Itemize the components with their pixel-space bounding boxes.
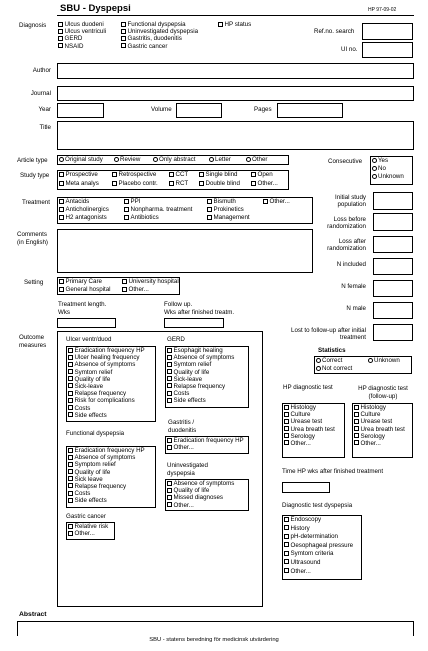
dyspepsia-test-option[interactable]: History bbox=[284, 526, 353, 535]
author-field[interactable] bbox=[57, 63, 414, 79]
treatment-col1 bbox=[59, 199, 109, 223]
consecutive-label: Consecutive bbox=[328, 158, 363, 165]
gerd-option[interactable]: Side effects bbox=[167, 398, 234, 405]
diagnosis-option[interactable]: Ulcus duodeni bbox=[58, 22, 106, 29]
n-male-label: N male bbox=[346, 305, 366, 312]
gastric-option[interactable]: Relative risk bbox=[68, 524, 108, 531]
functional-option[interactable]: Sick leave bbox=[68, 477, 145, 484]
treatment-option[interactable]: Management bbox=[207, 215, 250, 223]
hp-status-checkbox[interactable]: HP status bbox=[218, 22, 251, 28]
n-included-field[interactable] bbox=[373, 258, 413, 275]
study-type-option[interactable]: CCT bbox=[169, 172, 188, 178]
study-type-option[interactable]: Single blind bbox=[199, 172, 238, 178]
checkbox-icon bbox=[68, 391, 73, 396]
uino-field[interactable] bbox=[362, 42, 413, 58]
gerd-option[interactable]: Symtom relief bbox=[167, 362, 234, 369]
checkbox-icon bbox=[284, 525, 289, 530]
dyspepsia-test-option[interactable]: Oesophageal pressure bbox=[284, 543, 353, 552]
checkbox-icon bbox=[68, 383, 73, 388]
setting-col1 bbox=[59, 279, 111, 295]
checkbox-icon bbox=[354, 412, 359, 417]
hp-test-option[interactable]: Other... bbox=[284, 441, 335, 448]
diagnosis-option[interactable]: NSAID bbox=[58, 44, 106, 51]
checkbox-icon bbox=[58, 43, 63, 48]
year-label: Year bbox=[38, 106, 51, 113]
treatment-option[interactable]: Bismuth bbox=[207, 199, 250, 207]
comments-label: Comments (in English) bbox=[17, 231, 48, 246]
title-field[interactable] bbox=[57, 121, 414, 150]
gerd-option[interactable]: Quality of life bbox=[167, 370, 234, 377]
treatment-option[interactable]: Antibiotics bbox=[124, 215, 192, 223]
radio-icon bbox=[368, 358, 373, 363]
treatment-option[interactable]: Nonpharma. treatment bbox=[124, 207, 192, 215]
uninvestigated-title: Uninvestigated dyspepsia bbox=[167, 462, 208, 477]
treatment-option[interactable]: PPI bbox=[124, 199, 192, 207]
consecutive-no[interactable]: No bbox=[372, 166, 404, 174]
study-type-option[interactable]: Retrospective bbox=[112, 172, 156, 178]
functional-option[interactable]: Side effects bbox=[68, 498, 145, 505]
statistics-correct[interactable]: Correct bbox=[316, 358, 342, 364]
volume-field[interactable] bbox=[176, 103, 222, 118]
dyspepsia-test-option[interactable]: Endoscopy bbox=[284, 517, 353, 526]
functional-option[interactable]: Costs bbox=[68, 491, 145, 498]
gastritis-items bbox=[167, 438, 244, 452]
lost-followup-label: Lost to follow-up after initial treatment bbox=[291, 327, 366, 342]
abstract-right-rule bbox=[413, 621, 414, 636]
setting-option[interactable]: Other... bbox=[122, 287, 179, 295]
checkbox-icon bbox=[284, 542, 289, 547]
checkbox-icon bbox=[167, 376, 172, 381]
n-female-field[interactable] bbox=[373, 280, 413, 297]
header-rule bbox=[57, 15, 414, 16]
checkbox-icon bbox=[59, 207, 64, 212]
checkbox-icon bbox=[121, 36, 126, 41]
checkbox-icon bbox=[284, 559, 289, 564]
checkbox-icon bbox=[59, 199, 64, 204]
checkbox-icon bbox=[284, 517, 289, 522]
article-type-review[interactable]: Review bbox=[114, 157, 140, 163]
checkbox-icon bbox=[284, 405, 289, 410]
treatment-length-label: Treatment length. Wks bbox=[58, 301, 107, 316]
pages-field[interactable] bbox=[277, 103, 343, 118]
setting-col2 bbox=[122, 279, 179, 295]
ulcer-option[interactable]: Eradication frequency HP bbox=[68, 348, 145, 355]
study-type-option[interactable]: Open bbox=[251, 172, 273, 178]
lost-followup-field[interactable] bbox=[373, 324, 413, 341]
study-type-option[interactable]: Prospective bbox=[59, 172, 98, 178]
setting-option[interactable]: University hospital bbox=[122, 279, 179, 287]
study-type-option[interactable]: Other... bbox=[251, 181, 278, 187]
dyspepsia-test-items bbox=[284, 517, 353, 577]
statistics-unknown[interactable]: Unknown bbox=[368, 358, 400, 364]
gastritis-title: Gastritis / duodenitis bbox=[168, 419, 197, 434]
checkbox-icon bbox=[354, 440, 359, 445]
checkbox-icon bbox=[121, 43, 126, 48]
checkbox-icon bbox=[68, 531, 73, 536]
checkbox-icon bbox=[68, 524, 73, 529]
abstract-label: Abstract bbox=[19, 611, 47, 618]
loss-after-label: Loss after randomization bbox=[327, 238, 366, 253]
treatment-col3 bbox=[207, 199, 250, 223]
dyspepsia-test-option[interactable]: Other... bbox=[284, 569, 353, 578]
checkbox-icon bbox=[167, 481, 172, 486]
radio-icon bbox=[114, 157, 119, 162]
checkbox-icon bbox=[124, 207, 129, 212]
gastric-items bbox=[68, 524, 108, 538]
checkbox-icon bbox=[121, 29, 126, 34]
checkbox-icon bbox=[167, 355, 172, 360]
article-type-abstract[interactable]: Only abstract bbox=[153, 157, 195, 163]
checkbox-icon bbox=[121, 22, 126, 27]
checkbox-icon bbox=[68, 462, 73, 467]
volume-label: Volume bbox=[151, 106, 172, 113]
consecutive-yes[interactable]: Yes bbox=[372, 158, 404, 166]
checkbox-icon bbox=[58, 36, 63, 41]
n-included-label: N included bbox=[336, 261, 366, 268]
checkbox-icon bbox=[167, 383, 172, 388]
checkbox-icon bbox=[124, 199, 129, 204]
diagnosis-option[interactable]: Uninvestigated dyspepsia bbox=[121, 29, 198, 36]
ulcer-option[interactable]: Side effects bbox=[68, 413, 145, 420]
gastritis-option[interactable]: Other... bbox=[167, 445, 244, 452]
loss-before-field[interactable] bbox=[373, 213, 413, 231]
treatment-option[interactable]: Anticholinergics bbox=[59, 207, 109, 215]
diagnosis-col1 bbox=[58, 22, 106, 51]
checkbox-icon bbox=[68, 483, 73, 488]
radio-icon bbox=[316, 358, 321, 363]
diagnosis-option[interactable]: Gastric cancer bbox=[121, 44, 198, 51]
radio-icon bbox=[372, 166, 377, 171]
checkbox-icon bbox=[167, 369, 172, 374]
radio-icon bbox=[246, 157, 251, 162]
hp-test-title: HP diagnostic test bbox=[283, 384, 333, 391]
ulcer-title: Ulcer ventr/duod bbox=[66, 336, 112, 343]
consecutive-options bbox=[372, 158, 404, 182]
treatment-col2 bbox=[124, 199, 192, 223]
hp-test-fu-option[interactable]: Other... bbox=[354, 441, 405, 448]
checkbox-icon bbox=[122, 287, 127, 292]
study-type-label: Study type bbox=[20, 172, 50, 179]
article-type-original[interactable]: Original study bbox=[59, 157, 103, 163]
checkbox-icon bbox=[284, 412, 289, 417]
hp-test-items bbox=[284, 405, 335, 448]
functional-option[interactable]: Quality of life bbox=[68, 470, 145, 477]
statistics-label: Statistics bbox=[318, 347, 346, 354]
uino-label: UI no. bbox=[341, 46, 358, 53]
treatment-length-field[interactable] bbox=[57, 318, 116, 328]
uninvestigated-items bbox=[167, 481, 234, 510]
treatment-other[interactable]: Other... bbox=[263, 199, 290, 205]
checkbox-icon bbox=[251, 172, 256, 177]
hp-test-fu-option[interactable]: Histology bbox=[354, 405, 405, 412]
year-field[interactable] bbox=[57, 103, 104, 118]
hp-test-fu-option[interactable]: Urease test bbox=[354, 419, 405, 426]
checkbox-icon bbox=[284, 568, 289, 573]
uninvestigated-option[interactable]: Missed diagnoses bbox=[167, 495, 234, 502]
checkbox-icon bbox=[122, 279, 127, 284]
hp-test-option[interactable]: Histology bbox=[284, 405, 335, 412]
uninvestigated-option[interactable]: Absence of symptoms bbox=[167, 481, 234, 488]
checkbox-icon bbox=[68, 398, 73, 403]
gerd-option[interactable]: Absence of symptoms bbox=[167, 355, 234, 362]
checkbox-icon bbox=[207, 215, 212, 220]
author-label: Author bbox=[32, 67, 51, 74]
checkbox-icon bbox=[354, 433, 359, 438]
dyspepsia-test-option[interactable]: pH-determination bbox=[284, 534, 353, 543]
gerd-items bbox=[167, 348, 234, 406]
study-type-option[interactable]: RCT bbox=[169, 181, 188, 187]
article-type-letter[interactable]: Letter bbox=[209, 157, 231, 163]
functional-title: Functional dyspepsia bbox=[66, 430, 125, 437]
hp-test-fu-items bbox=[354, 405, 405, 448]
checkbox-icon bbox=[167, 348, 172, 353]
diagnosis-option[interactable]: GERD bbox=[58, 36, 106, 43]
checkbox-icon bbox=[169, 181, 174, 186]
initial-population-label: Initial study population bbox=[335, 194, 366, 209]
footer-text: SBU - statens beredning för medicinsk utvärdering bbox=[149, 637, 279, 643]
hp-test-fu-option[interactable]: Urea breath test bbox=[354, 427, 405, 434]
checkbox-icon bbox=[263, 199, 268, 204]
ulcer-option[interactable]: Sick-leave bbox=[68, 384, 145, 391]
pages-label: Pages bbox=[254, 106, 272, 113]
diagnosis-col2 bbox=[121, 22, 198, 51]
gerd-title: GERD bbox=[167, 336, 185, 343]
checkbox-icon bbox=[167, 398, 172, 403]
checkbox-icon bbox=[284, 433, 289, 438]
diagnosis-label: Diagnosis bbox=[19, 22, 47, 29]
radio-icon bbox=[209, 157, 214, 162]
consecutive-unknown[interactable]: Unknown bbox=[372, 174, 404, 182]
time-hp-label: Time HP wks after finished treatment bbox=[282, 468, 384, 475]
hp-test-fu-option[interactable]: Serology bbox=[354, 434, 405, 441]
diagnosis-option[interactable]: Functional dyspepsia bbox=[121, 22, 198, 29]
checkbox-icon bbox=[284, 426, 289, 431]
checkbox-icon bbox=[68, 469, 73, 474]
checkbox-icon bbox=[167, 362, 172, 367]
radio-icon bbox=[153, 157, 158, 162]
checkbox-icon bbox=[68, 455, 73, 460]
checkbox-icon bbox=[167, 445, 172, 450]
checkbox-icon bbox=[68, 405, 73, 410]
gastric-title: Gastric cancer bbox=[66, 513, 106, 520]
radio-icon bbox=[372, 174, 377, 179]
gastric-option[interactable]: Other... bbox=[68, 531, 108, 538]
dyspepsia-test-option[interactable]: Ultrasound bbox=[284, 560, 353, 569]
checkbox-icon bbox=[68, 376, 73, 381]
checkbox-icon bbox=[284, 419, 289, 424]
radio-icon bbox=[372, 158, 377, 163]
journal-label: Journal bbox=[30, 90, 51, 97]
abstract-top-rule bbox=[17, 621, 414, 622]
checkbox-icon bbox=[68, 355, 73, 360]
checkbox-icon bbox=[354, 426, 359, 431]
checkbox-icon bbox=[68, 369, 73, 374]
checkbox-icon bbox=[167, 502, 172, 507]
checkbox-icon bbox=[207, 207, 212, 212]
form-code: HP 97-09-02 bbox=[368, 7, 397, 13]
dyspepsia-test-title: Diagnostic test dyspepsia bbox=[282, 502, 353, 509]
checkbox-icon bbox=[59, 215, 64, 220]
treatment-option[interactable]: Antacids bbox=[59, 199, 109, 207]
gastritis-option[interactable]: Eradication frequency HP bbox=[167, 438, 244, 445]
checkbox-icon bbox=[68, 362, 73, 367]
loss-after-field[interactable] bbox=[373, 236, 413, 253]
radio-icon bbox=[316, 366, 321, 371]
checkbox-icon bbox=[68, 498, 73, 503]
checkbox-icon bbox=[284, 551, 289, 556]
gerd-option[interactable]: Costs bbox=[167, 391, 234, 398]
ulcer-option[interactable]: Risk for complications bbox=[68, 398, 145, 405]
followup-field[interactable] bbox=[164, 318, 224, 328]
ulcer-option[interactable]: Ulcer healing frequency bbox=[68, 355, 145, 362]
checkbox-icon bbox=[68, 412, 73, 417]
checkbox-icon bbox=[354, 419, 359, 424]
time-hp-field[interactable] bbox=[282, 482, 330, 493]
study-type-option[interactable]: Double blind bbox=[199, 181, 240, 187]
outcome-label: Outcome measures bbox=[19, 334, 47, 349]
checkbox-icon bbox=[167, 495, 172, 500]
uninvestigated-option[interactable]: Other... bbox=[167, 503, 234, 510]
hp-test-fu-title: HP diagnostic test (follow-up) bbox=[358, 385, 408, 400]
n-male-field[interactable] bbox=[373, 302, 413, 319]
ulcer-option[interactable]: Quality of life bbox=[68, 377, 145, 384]
checkbox-icon bbox=[112, 181, 117, 186]
checkbox-icon bbox=[169, 172, 174, 177]
functional-option[interactable]: Eradication frequency HP bbox=[68, 448, 145, 455]
hp-test-option[interactable]: Serology bbox=[284, 434, 335, 441]
article-type-other[interactable]: Other bbox=[246, 157, 267, 163]
treatment-option[interactable]: Prokinetics bbox=[207, 207, 250, 215]
checkbox-icon bbox=[284, 440, 289, 445]
hp-test-option[interactable]: Urea breath test bbox=[284, 427, 335, 434]
checkbox-icon bbox=[251, 181, 256, 186]
followup-label: Follow up. Wks after finished treatm. bbox=[164, 301, 235, 316]
dyspepsia-test-option[interactable]: Symtom criteria bbox=[284, 551, 353, 560]
study-type-option[interactable]: Meta analys bbox=[59, 181, 99, 187]
checkbox-icon bbox=[124, 215, 129, 220]
checkbox-icon bbox=[167, 438, 172, 443]
hp-test-fu-option[interactable]: Culture bbox=[354, 412, 405, 419]
checkbox-icon bbox=[68, 448, 73, 453]
radio-icon bbox=[59, 157, 64, 162]
initial-population-field[interactable] bbox=[373, 192, 413, 210]
journal-field[interactable] bbox=[57, 86, 414, 101]
checkbox-icon bbox=[354, 405, 359, 410]
hp-test-option[interactable]: Urease test bbox=[284, 419, 335, 426]
setting-label: Setting bbox=[24, 279, 44, 286]
study-type-option[interactable]: Placebo contr. bbox=[112, 181, 158, 187]
diagnosis-option[interactable]: Ulcus ventriculi bbox=[58, 29, 106, 36]
setting-option[interactable]: General hospital bbox=[59, 287, 111, 295]
n-female-label: N female bbox=[341, 283, 366, 290]
statistics-not-correct[interactable]: Not correct bbox=[316, 366, 352, 372]
ulcer-items bbox=[68, 348, 145, 420]
ulcer-option[interactable]: Symtom relief bbox=[68, 370, 145, 377]
refno-label: Ref.no. search bbox=[314, 28, 355, 35]
functional-option[interactable]: Relapse frequency bbox=[68, 484, 145, 491]
checkbox-icon bbox=[59, 172, 64, 177]
gerd-option[interactable]: Esophagit healing bbox=[167, 348, 234, 355]
checkbox-icon bbox=[167, 488, 172, 493]
checkbox-icon bbox=[167, 391, 172, 396]
checkbox-icon bbox=[68, 476, 73, 481]
comments-field[interactable] bbox=[57, 229, 313, 273]
ulcer-option[interactable]: Costs bbox=[68, 406, 145, 413]
checkbox-icon bbox=[284, 534, 289, 539]
checkbox-icon bbox=[59, 279, 64, 284]
functional-option[interactable]: Symptom relief bbox=[68, 462, 145, 469]
checkbox-icon bbox=[68, 348, 73, 353]
setting-option[interactable]: Primary Care bbox=[59, 279, 111, 287]
checkbox-icon bbox=[59, 287, 64, 292]
treatment-option[interactable]: H2 antagonists bbox=[59, 215, 109, 223]
checkbox-icon bbox=[218, 22, 223, 27]
gerd-option[interactable]: Relapse frequency bbox=[167, 384, 234, 391]
loss-before-label: Loss before randomization bbox=[327, 216, 366, 231]
form-title: SBU - Dyspepsi bbox=[60, 3, 131, 14]
checkbox-icon bbox=[68, 491, 73, 496]
abstract-left-rule bbox=[17, 621, 18, 636]
ulcer-option[interactable]: Relapse frequency bbox=[68, 391, 145, 398]
checkbox-icon bbox=[199, 172, 204, 177]
functional-items bbox=[68, 448, 145, 506]
treatment-label: Treatment bbox=[22, 199, 50, 206]
checkbox-icon bbox=[58, 22, 63, 27]
title-label: Title bbox=[39, 124, 51, 131]
checkbox-icon bbox=[59, 181, 64, 186]
refno-field[interactable] bbox=[362, 23, 413, 40]
checkbox-icon bbox=[58, 29, 63, 34]
functional-option[interactable]: Absence of symptoms bbox=[68, 455, 145, 462]
checkbox-icon bbox=[199, 181, 204, 186]
hp-test-option[interactable]: Culture bbox=[284, 412, 335, 419]
diagnosis-option[interactable]: Gastritis, duodenitis bbox=[121, 36, 198, 43]
gerd-option[interactable]: Sick-leave bbox=[167, 377, 234, 384]
uninvestigated-option[interactable]: Quality of life bbox=[167, 488, 234, 495]
checkbox-icon bbox=[207, 199, 212, 204]
ulcer-option[interactable]: Absence of symptoms bbox=[68, 362, 145, 369]
checkbox-icon bbox=[112, 172, 117, 177]
article-type-label: Article type bbox=[17, 157, 48, 164]
